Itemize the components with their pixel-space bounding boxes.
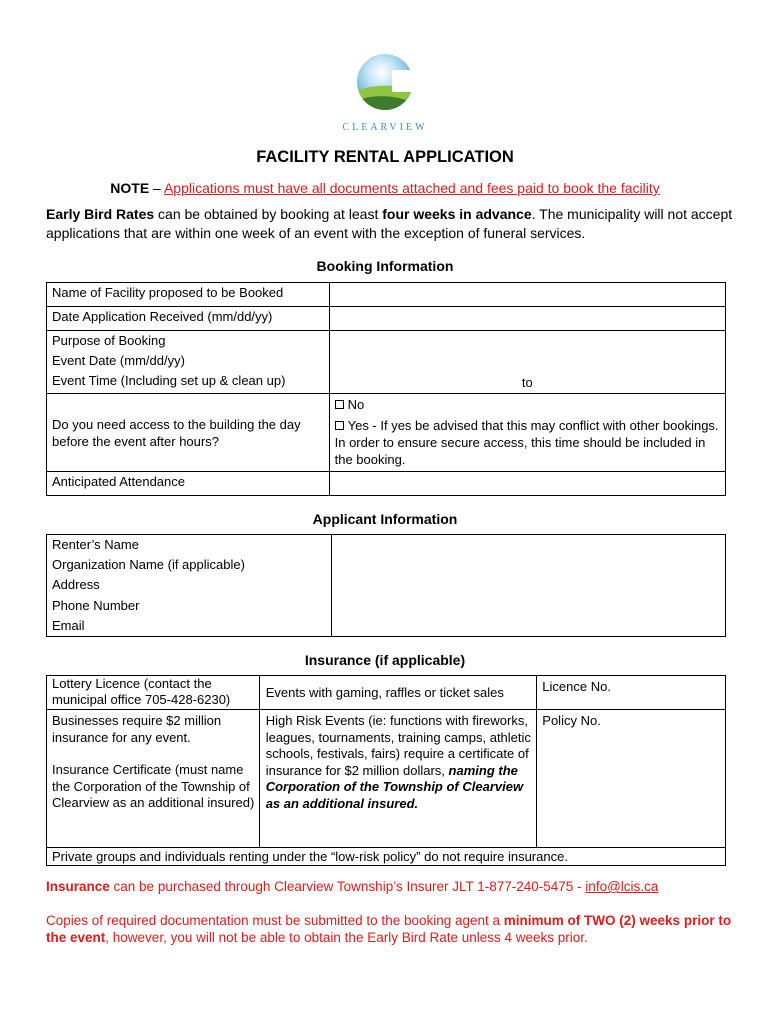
- logo-wordmark: CLEARVIEW: [342, 122, 428, 133]
- insurance-note-text: can be purchased through Clearview Township’s Insurer JLT 1-877-240-5475 -: [109, 879, 586, 894]
- checkbox-yes[interactable]: [335, 421, 344, 430]
- access-label: Do you need access to the building the day before the event after hours?: [47, 394, 330, 472]
- checkbox-no[interactable]: [335, 400, 344, 409]
- phone-label: Phone Number: [52, 597, 140, 613]
- date-received-field[interactable]: [329, 307, 725, 331]
- note-label: NOTE: [110, 180, 150, 196]
- gaming-label: Events with gaming, raffles or ticket sales: [259, 676, 537, 710]
- facility-field[interactable]: [329, 283, 725, 307]
- early-bird-text-2: . The municipality will not accept applications that are within one week of an event with the exception of funeral services.: [46, 206, 733, 241]
- insurance-heading: Insurance (if applicable): [304, 652, 466, 668]
- facility-label: Name of Facility proposed to be Booked: [47, 283, 330, 307]
- option-yes[interactable]: [335, 417, 725, 468]
- purpose-event-field[interactable]: [329, 331, 725, 394]
- certificate-text: Insurance Certificate (must name the Corporation of the Township of Clearview as an additional insured): [52, 762, 255, 810]
- note-line: [0, 180, 770, 196]
- insurance-note: [46, 879, 746, 894]
- early-bird-weeks: four weeks in advance: [382, 206, 532, 222]
- page-title: FACILITY RENTAL APPLICATION: [256, 148, 514, 166]
- org-label: Organization Name (if applicable): [52, 557, 245, 573]
- purpose-label: Purpose of Booking: [52, 333, 166, 348]
- booking-heading: Booking Information: [316, 258, 454, 274]
- policy-cell[interactable]: [537, 710, 726, 848]
- early-bird-paragraph: [46, 205, 736, 243]
- applicant-table: [46, 534, 726, 637]
- attendance-field[interactable]: [329, 472, 725, 496]
- high-risk-bold: naming the Corporation of the Township of Clearview as an additional insured.: [265, 762, 524, 811]
- licence-cell[interactable]: [537, 676, 726, 710]
- lottery-label: Lottery Licence (contact the municipal office 705-428-6230): [47, 676, 260, 710]
- purpose-event-labels: [47, 331, 330, 394]
- copies-bold: minimum of TWO (2) weeks prior to the event: [46, 913, 732, 945]
- policy-label: Policy No.: [542, 713, 601, 728]
- early-bird-text-1: can be obtained by booking at least: [154, 206, 383, 222]
- licence-label: Licence No.: [542, 679, 611, 694]
- option-no[interactable]: [335, 396, 725, 413]
- event-time-to: to: [521, 375, 533, 390]
- note-dash: –: [149, 180, 164, 196]
- copies-paragraph: [46, 912, 736, 946]
- address-label: Address: [52, 577, 100, 593]
- option-no-label: No: [347, 397, 365, 412]
- private-text: Private groups and individuals renting under the “low-risk policy” do not require insurance.: [47, 848, 726, 866]
- insurance-email-link[interactable]: info@lcis.ca: [585, 879, 659, 894]
- high-risk-text: High Risk Events (ie: functions with fireworks, leagues, tournaments, training camps, athletic schools, festivals, fairs) require a certificate of insurance for $2 million dollars,: [265, 713, 531, 778]
- business-cell: [47, 710, 260, 848]
- applicant-fields[interactable]: [331, 535, 725, 637]
- high-risk-cell: [259, 710, 537, 848]
- event-date-label: Event Date (mm/dd/yy): [52, 353, 185, 368]
- date-received-label: Date Application Received (mm/dd/yy): [47, 307, 330, 331]
- early-bird-title: Early Bird Rates: [46, 206, 155, 222]
- insurance-table: [46, 675, 726, 866]
- renter-label: Renter’s Name: [52, 537, 139, 552]
- applicant-heading: Applicant Information: [312, 511, 458, 527]
- note-text: Applications must have all documents attached and fees paid to book the facility: [163, 180, 660, 196]
- option-yes-label: Yes - If yes be advised that this may conflict with other bookings. In order to ensure secure access, this time should be included in the booking.: [334, 418, 719, 467]
- access-options: [329, 394, 725, 472]
- insurance-word: Insurance: [46, 879, 110, 894]
- business-text: Businesses require $2 million insurance for any event.: [52, 713, 222, 745]
- booking-table: [46, 282, 726, 496]
- email-label: Email: [52, 617, 85, 633]
- copies-text: Copies of required documentation must be submitted to the booking agent a: [46, 913, 504, 928]
- attendance-label: Anticipated Attendance: [47, 472, 330, 496]
- copies-end: , however, you will not be able to obtain the Early Bird Rate unless 4 weeks prior.: [105, 930, 588, 945]
- applicant-labels: [47, 535, 332, 637]
- event-time-label: Event Time (Including set up & clean up): [52, 373, 286, 388]
